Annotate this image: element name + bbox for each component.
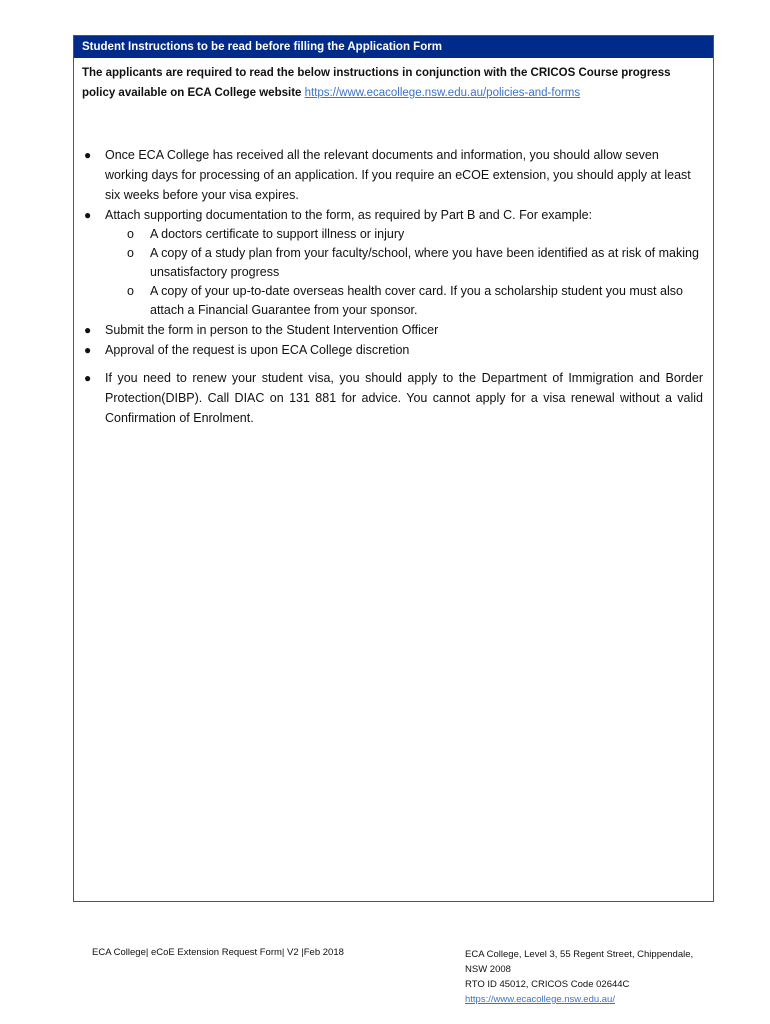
sub-item-text: A copy of a study plan from your faculty/school, where you have been identified as at risk of making unsatisfactory progress <box>150 246 699 279</box>
policies-link[interactable]: https://www.ecacollege.nsw.edu.au/policies-and-forms <box>304 87 581 99</box>
footer-address <box>465 947 693 1007</box>
bullet-text: Approval of the request is upon ECA College discretion <box>105 343 410 357</box>
circle-bullet-icon: o <box>127 284 134 298</box>
footer-form-info: ECA College| eCoE Extension Request Form| V2 |Feb 2018 <box>92 947 344 958</box>
address-line: ECA College, Level 3, 55 Regent Street, Chippendale, <box>465 949 694 960</box>
circle-bullet-icon: o <box>127 227 134 241</box>
list-item <box>74 340 713 360</box>
bullet-text: Attach supporting documentation to the form, as required by Part B and C. For example: <box>105 208 593 222</box>
bullet-icon: ● <box>84 343 92 357</box>
list-item <box>74 320 713 340</box>
bullet-icon: ● <box>84 148 92 162</box>
bullet-icon: ● <box>84 323 92 337</box>
bullet-icon: ● <box>84 208 92 222</box>
intro-text: The applicants are required to read the below instructions in conjunction with the CRICOS Course progress policy available on ECA College website <box>82 67 671 99</box>
list-item <box>74 368 713 428</box>
sub-item-text: A doctors certificate to support illness or injury <box>150 227 405 241</box>
list-item <box>74 205 713 320</box>
bullet-text: If you need to renew your student visa, you should apply to the Department of Immigration and Border Protection(DIBP). Call DIAC on 131 881 for advice. You cannot apply for a visa renewal without a valid Confirmation of Enrolment. <box>105 371 703 425</box>
sub-list-item <box>105 282 703 320</box>
instructions-box <box>73 35 714 902</box>
rto-line: RTO ID 45012, CRICOS Code 02644C <box>465 979 630 990</box>
sub-list-item <box>105 225 703 244</box>
instruction-list <box>74 145 713 428</box>
intro-paragraph <box>74 58 713 103</box>
section-header: Student Instructions to be read before filling the Application Form <box>74 36 713 58</box>
address-line: NSW 2008 <box>465 964 511 975</box>
bullet-text: Submit the form in person to the Student Intervention Officer <box>105 323 439 337</box>
circle-bullet-icon: o <box>127 246 134 260</box>
bullet-icon: ● <box>84 371 92 385</box>
bullet-text: Once ECA College has received all the relevant documents and information, you should allow seven working days for processing of an application. If you require an eCOE extension, you should apply at least six weeks before your visa expires. <box>105 148 691 202</box>
sub-list <box>105 225 703 320</box>
sub-list-item <box>105 244 703 282</box>
list-item <box>74 145 713 205</box>
college-website-link[interactable]: https://www.ecacollege.nsw.edu.au/ <box>465 994 615 1005</box>
sub-item-text: A copy of your up-to-date overseas health cover card. If you a scholarship student you must also attach a Financial Guarantee from your sponsor. <box>150 284 683 317</box>
